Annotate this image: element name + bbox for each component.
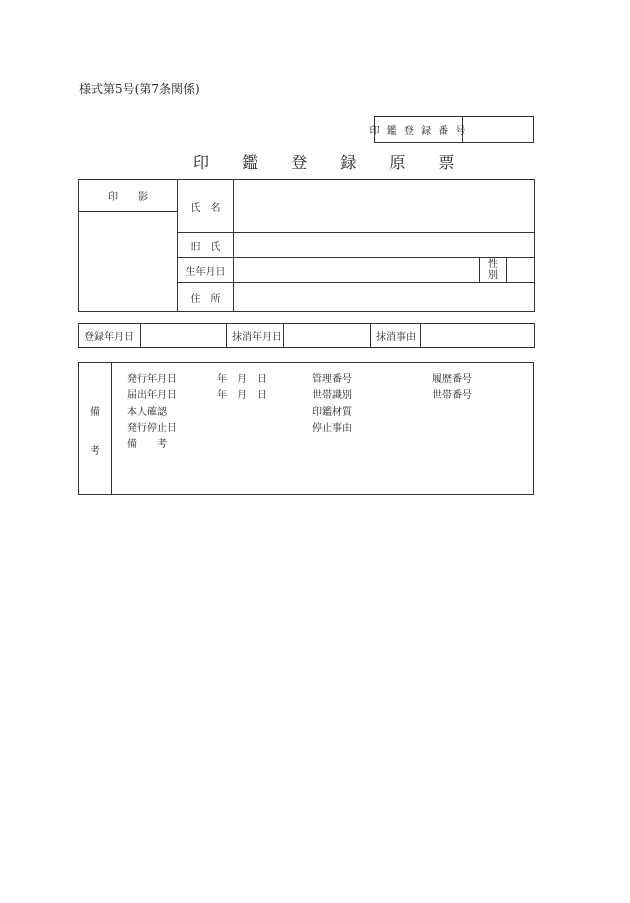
form-number: 様式第5号(第7条関係) xyxy=(79,82,200,96)
name-field[interactable] xyxy=(234,180,535,233)
former-name-label: 旧 氏 xyxy=(178,233,234,258)
remarks-section xyxy=(78,362,534,495)
history-number-label: 履歴番号 xyxy=(432,374,472,385)
household-number-label: 世帯番号 xyxy=(432,390,472,401)
registration-status-table xyxy=(78,323,535,348)
registration-date-field[interactable] xyxy=(141,324,227,348)
registration-table xyxy=(78,179,535,312)
issue-date-label: 発行年月日 xyxy=(127,374,177,385)
sex-field[interactable] xyxy=(507,258,535,283)
cancel-date-label: 抹消年月日 xyxy=(227,324,284,348)
name-label: 氏 名 xyxy=(178,180,234,233)
issue-date-ymd: 年 月 日 xyxy=(217,374,267,385)
notify-date-ymd: 年 月 日 xyxy=(217,390,267,401)
notify-date-label: 届出年月日 xyxy=(127,390,177,401)
cancel-date-field[interactable] xyxy=(284,324,371,348)
registration-number-label: 印 鑑 登 録 番 号 xyxy=(375,117,463,142)
household-id-label: 世帯識別 xyxy=(312,390,352,401)
cancel-reason-field[interactable] xyxy=(421,324,535,348)
address-label: 住 所 xyxy=(178,283,234,312)
seal-impression-area xyxy=(79,212,178,312)
stop-reason-label: 停止事由 xyxy=(312,423,352,434)
seal-material-label: 印鑑材質 xyxy=(312,407,352,418)
remarks-side-label: 備 考 xyxy=(79,363,112,494)
page-title: 印 鑑 登 録 原 票 xyxy=(193,153,469,172)
sex-label: 性 別 xyxy=(480,258,507,283)
seal-impression-label: 印 影 xyxy=(79,180,178,212)
birth-date-label: 生年月日 xyxy=(178,258,234,283)
birth-date-field[interactable] xyxy=(234,258,480,283)
issue-stop-date-label: 発行停止日 xyxy=(127,423,177,434)
identity-check-label: 本人確認 xyxy=(127,407,167,418)
registration-date-label: 登録年月日 xyxy=(79,324,141,348)
registration-number-box xyxy=(369,116,534,143)
address-field[interactable] xyxy=(234,283,535,312)
remarks-label: 備 考 xyxy=(127,439,167,450)
management-number-label: 管理番号 xyxy=(312,374,352,385)
registration-number-field[interactable] xyxy=(463,117,533,142)
cancel-reason-label: 抹消事由 xyxy=(371,324,421,348)
former-name-field[interactable] xyxy=(234,233,535,258)
